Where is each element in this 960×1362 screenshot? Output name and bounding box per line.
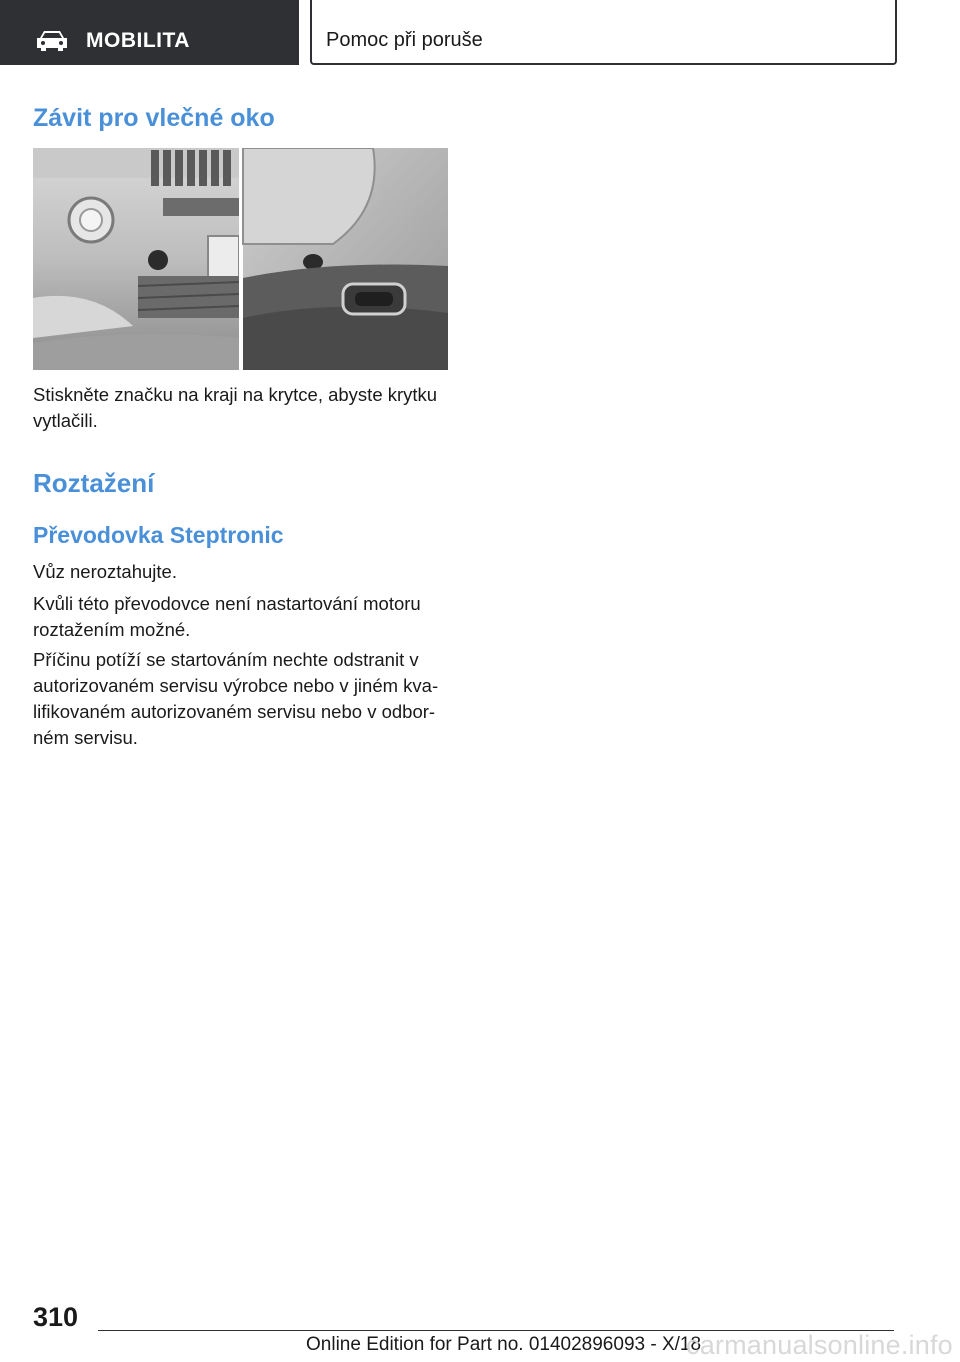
section-label: MOBILITA [86, 29, 190, 52]
edition-note: Online Edition for Part no. 01402896093 - X/18 [306, 1334, 702, 1355]
heading-tow-start: Roztažení [33, 468, 155, 498]
steptronic-paragraph-2: Kvůli této převodovce není nastartování motoru roztažením možné. [33, 593, 421, 640]
page-number: 310 [33, 1302, 79, 1332]
car-icon [34, 28, 70, 52]
breadcrumb: Pomoc při poruše [326, 29, 483, 51]
heading-steptronic: Převodovka Steptronic [33, 522, 284, 548]
steptronic-paragraph-3: Příčinu potíží se startováním nechte odstranit v autorizovaném servisu výrobce nebo v jiném kva-lifikovaném autorizovaném servisu nebo v odbor-ném servisu. [33, 649, 439, 748]
breadcrumb-box [310, 0, 897, 65]
steptronic-paragraph-1: Vůz neroztahujte. [33, 561, 177, 582]
tow-eye-instruction: Stiskněte značku na kraji na krytce, abyste krytku vytlačili. [33, 384, 438, 431]
watermark: carmanualsonline.info [686, 1330, 953, 1360]
section-tab [0, 0, 299, 65]
tow-eye-illustration [33, 148, 448, 370]
heading-tow-eye: Závit pro vlečné oko [33, 104, 275, 132]
